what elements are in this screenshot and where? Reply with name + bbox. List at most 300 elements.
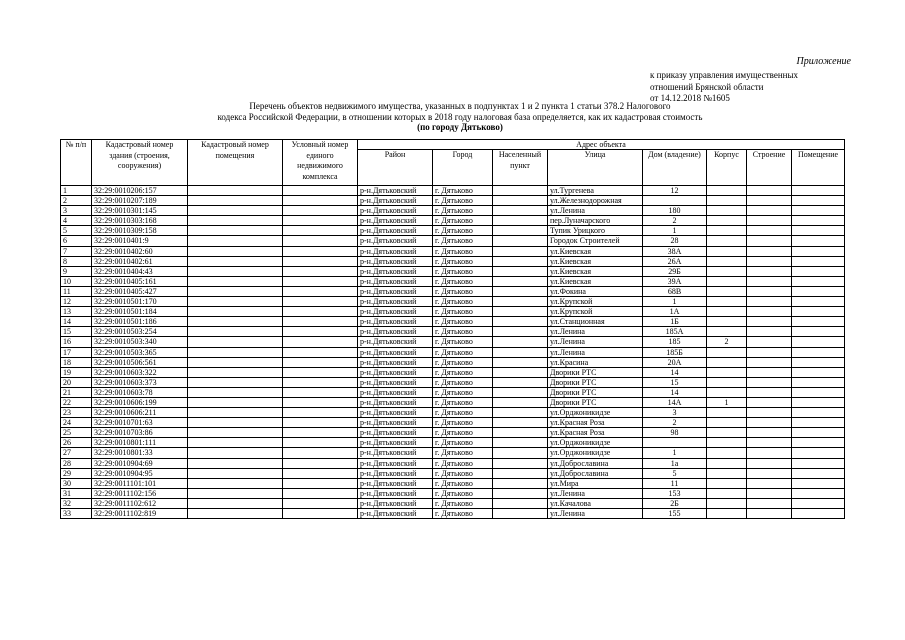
cell-settlement (493, 498, 548, 508)
cell-street: ул.Ленина (548, 337, 643, 347)
cell-district: р-н.Дятьковский (358, 246, 433, 256)
cell-premises (792, 307, 845, 317)
cell-settlement (493, 337, 548, 347)
cell-conditional-number (283, 226, 358, 236)
cell-num: 29 (61, 468, 92, 478)
cell-conditional-number (283, 387, 358, 397)
cell-num: 30 (61, 478, 92, 488)
cell-district: р-н.Дятьковский (358, 357, 433, 367)
cell-city: г. Дятьково (433, 246, 493, 256)
cell-settlement (493, 276, 548, 286)
cell-conditional-number (283, 266, 358, 276)
cell-street: ул.Киевская (548, 256, 643, 266)
cell-corpus (707, 196, 747, 206)
cell-house: 155 (643, 509, 707, 519)
cell-structure (747, 448, 792, 458)
cell-street: ул.Качалова (548, 498, 643, 508)
cell-structure (747, 297, 792, 307)
cell-building-cadastral: 32:29:0010405:161 (92, 276, 188, 286)
header-conditional-number: Условный номер единого недвижимого комплекса (283, 140, 358, 186)
cell-structure (747, 337, 792, 347)
cell-room-cadastral (188, 418, 283, 428)
cell-room-cadastral (188, 337, 283, 347)
cell-house: 153 (643, 488, 707, 498)
cell-settlement (493, 266, 548, 276)
cell-conditional-number (283, 448, 358, 458)
cell-room-cadastral (188, 196, 283, 206)
cell-room-cadastral (188, 206, 283, 216)
cell-corpus (707, 418, 747, 428)
cell-premises (792, 226, 845, 236)
cell-num: 12 (61, 297, 92, 307)
table-row (61, 397, 845, 407)
cell-building-cadastral: 32:29:0010206:157 (92, 186, 188, 196)
cell-settlement (493, 387, 548, 397)
cell-num: 11 (61, 286, 92, 296)
cell-conditional-number (283, 276, 358, 286)
cell-corpus: 2 (707, 337, 747, 347)
cell-city: г. Дятьково (433, 186, 493, 196)
cell-room-cadastral (188, 488, 283, 498)
cell-house: 185А (643, 327, 707, 337)
cell-premises (792, 286, 845, 296)
cell-num: 16 (61, 337, 92, 347)
cell-city: г. Дятьково (433, 317, 493, 327)
cell-settlement (493, 509, 548, 519)
cell-street: ул.Красина (548, 357, 643, 367)
cell-corpus (707, 408, 747, 418)
cell-city: г. Дятьково (433, 478, 493, 488)
cell-corpus (707, 206, 747, 216)
cell-street: ул.Киевская (548, 266, 643, 276)
cell-street: ул.Ленина (548, 206, 643, 216)
cell-premises (792, 377, 845, 387)
cell-building-cadastral: 32:29:0010603:322 (92, 367, 188, 377)
cell-corpus (707, 387, 747, 397)
cell-room-cadastral (188, 397, 283, 407)
cell-city: г. Дятьково (433, 498, 493, 508)
cell-num: 5 (61, 226, 92, 236)
cell-building-cadastral: 32:29:0010405:427 (92, 286, 188, 296)
cell-district: р-н.Дятьковский (358, 317, 433, 327)
order-line: от 14.12.2018 №1605 (650, 93, 730, 103)
cell-corpus (707, 428, 747, 438)
table-row (61, 286, 845, 296)
cell-district: р-н.Дятьковский (358, 186, 433, 196)
table-row (61, 468, 845, 478)
cell-premises (792, 458, 845, 468)
cell-street: ул.Тургенева (548, 186, 643, 196)
cell-house: 68В (643, 286, 707, 296)
table-row (61, 266, 845, 276)
cell-corpus (707, 286, 747, 296)
header-district: Район (358, 150, 433, 186)
heading-line-2: кодекса Российской Федерации, в отношении которых в 2018 году налоговая база определяется, как их кадастровая стоимость (217, 111, 703, 122)
cell-street: ул.Орджоникидзе (548, 438, 643, 448)
table-row (61, 367, 845, 377)
cell-room-cadastral (188, 297, 283, 307)
cell-district: р-н.Дятьковский (358, 387, 433, 397)
cell-city: г. Дятьково (433, 196, 493, 206)
cell-structure (747, 367, 792, 377)
cell-premises (792, 488, 845, 498)
cell-conditional-number (283, 256, 358, 266)
cell-street: ул.Киевская (548, 276, 643, 286)
cell-structure (747, 509, 792, 519)
header-structure: Строение (747, 150, 792, 186)
cell-settlement (493, 438, 548, 448)
table-row (61, 448, 845, 458)
cell-city: г. Дятьково (433, 397, 493, 407)
cell-room-cadastral (188, 357, 283, 367)
cell-street: ул.Ленина (548, 509, 643, 519)
cell-conditional-number (283, 347, 358, 357)
cell-structure (747, 408, 792, 418)
cell-city: г. Дятьково (433, 377, 493, 387)
cell-num: 25 (61, 428, 92, 438)
cell-num: 18 (61, 357, 92, 367)
cell-premises (792, 448, 845, 458)
cell-city: г. Дятьково (433, 206, 493, 216)
cell-house (643, 196, 707, 206)
cell-district: р-н.Дятьковский (358, 458, 433, 468)
cell-premises (792, 478, 845, 488)
cell-settlement (493, 286, 548, 296)
cell-corpus (707, 357, 747, 367)
cell-conditional-number (283, 297, 358, 307)
cell-corpus (707, 276, 747, 286)
cell-city: г. Дятьково (433, 226, 493, 236)
cell-building-cadastral: 32:29:0010701:63 (92, 418, 188, 428)
cell-conditional-number (283, 498, 358, 508)
cell-premises (792, 367, 845, 377)
cell-city: г. Дятьково (433, 256, 493, 266)
cell-num: 23 (61, 408, 92, 418)
cell-settlement (493, 226, 548, 236)
cell-num: 10 (61, 276, 92, 286)
cell-district: р-н.Дятьковский (358, 226, 433, 236)
cell-premises (792, 337, 845, 347)
cell-district: р-н.Дятьковский (358, 347, 433, 357)
cell-num: 4 (61, 216, 92, 226)
cell-num: 7 (61, 246, 92, 256)
cell-building-cadastral: 32:29:0010501:170 (92, 297, 188, 307)
table-row (61, 498, 845, 508)
cell-num: 3 (61, 206, 92, 216)
cell-premises (792, 418, 845, 428)
cell-room-cadastral (188, 226, 283, 236)
cell-district: р-н.Дятьковский (358, 196, 433, 206)
cell-room-cadastral (188, 266, 283, 276)
cell-conditional-number (283, 236, 358, 246)
cell-building-cadastral: 32:29:0010402:60 (92, 246, 188, 256)
cell-corpus (707, 327, 747, 337)
cell-structure (747, 246, 792, 256)
cell-room-cadastral (188, 468, 283, 478)
cell-house: 28 (643, 236, 707, 246)
cell-num: 20 (61, 377, 92, 387)
cell-conditional-number (283, 488, 358, 498)
cell-building-cadastral: 32:29:0010303:168 (92, 216, 188, 226)
table-row (61, 206, 845, 216)
cell-house: 2 (643, 216, 707, 226)
cell-num: 27 (61, 448, 92, 458)
table-body (61, 186, 845, 519)
cell-district: р-н.Дятьковский (358, 418, 433, 428)
cell-building-cadastral: 32:29:0010606:211 (92, 408, 188, 418)
cell-premises (792, 186, 845, 196)
cell-street: ул.Красная Роза (548, 418, 643, 428)
cell-corpus (707, 256, 747, 266)
cell-conditional-number (283, 327, 358, 337)
header-premises: Помещение (792, 150, 845, 186)
cell-street: Дворики РТС (548, 377, 643, 387)
cell-premises (792, 196, 845, 206)
cell-structure (747, 276, 792, 286)
cell-corpus (707, 307, 747, 317)
cell-num: 28 (61, 458, 92, 468)
cell-premises (792, 408, 845, 418)
cell-house: 3 (643, 408, 707, 418)
cell-house: 29Б (643, 266, 707, 276)
cell-corpus (707, 377, 747, 387)
cell-street: ул.Доброславина (548, 468, 643, 478)
cell-premises (792, 297, 845, 307)
cell-conditional-number (283, 509, 358, 519)
cell-room-cadastral (188, 286, 283, 296)
cell-street: ул.Железнодорожная (548, 196, 643, 206)
cell-room-cadastral (188, 317, 283, 327)
cell-num: 6 (61, 236, 92, 246)
cell-room-cadastral (188, 367, 283, 377)
cell-conditional-number (283, 428, 358, 438)
table-row (61, 357, 845, 367)
header-corpus: Корпус (707, 150, 747, 186)
cell-conditional-number (283, 408, 358, 418)
cell-premises (792, 327, 845, 337)
cell-house: 2Б (643, 498, 707, 508)
cell-room-cadastral (188, 438, 283, 448)
cell-street: пер.Луначарского (548, 216, 643, 226)
table-row (61, 488, 845, 498)
cell-settlement (493, 478, 548, 488)
cell-house: 14 (643, 367, 707, 377)
cell-building-cadastral: 32:29:0010904:69 (92, 458, 188, 468)
cell-corpus: 1 (707, 397, 747, 407)
cell-city: г. Дятьково (433, 458, 493, 468)
cell-conditional-number (283, 317, 358, 327)
cell-city: г. Дятьково (433, 509, 493, 519)
cell-district: р-н.Дятьковский (358, 307, 433, 317)
cell-premises (792, 468, 845, 478)
cell-building-cadastral: 32:29:0010301:145 (92, 206, 188, 216)
cell-premises (792, 256, 845, 266)
cell-premises (792, 236, 845, 246)
cell-district: р-н.Дятьковский (358, 297, 433, 307)
table-row (61, 458, 845, 468)
cell-building-cadastral: 32:29:0010503:254 (92, 327, 188, 337)
cell-room-cadastral (188, 509, 283, 519)
cell-structure (747, 256, 792, 266)
cell-structure (747, 428, 792, 438)
cell-district: р-н.Дятьковский (358, 428, 433, 438)
cell-building-cadastral: 32:29:0010801:111 (92, 438, 188, 448)
table-row (61, 377, 845, 387)
cell-street: ул.Станционная (548, 317, 643, 327)
cell-building-cadastral: 32:29:0010506:561 (92, 357, 188, 367)
cell-structure (747, 226, 792, 236)
cell-corpus (707, 226, 747, 236)
cell-structure (747, 387, 792, 397)
table-row (61, 236, 845, 246)
cell-settlement (493, 468, 548, 478)
cell-building-cadastral: 32:29:0010606:199 (92, 397, 188, 407)
cell-premises (792, 397, 845, 407)
cell-street: ул.Красная Роза (548, 428, 643, 438)
table-row (61, 337, 845, 347)
cell-corpus (707, 458, 747, 468)
cell-settlement (493, 307, 548, 317)
cell-house: 1а (643, 458, 707, 468)
cell-settlement (493, 397, 548, 407)
cell-room-cadastral (188, 307, 283, 317)
cell-building-cadastral: 32:29:0010603:373 (92, 377, 188, 387)
cell-num: 8 (61, 256, 92, 266)
cell-city: г. Дятьково (433, 216, 493, 226)
cell-district: р-н.Дятьковский (358, 488, 433, 498)
cell-num: 2 (61, 196, 92, 206)
cell-structure (747, 236, 792, 246)
cell-premises (792, 509, 845, 519)
cell-house: 14 (643, 387, 707, 397)
cell-corpus (707, 236, 747, 246)
cell-city: г. Дятьково (433, 387, 493, 397)
cell-corpus (707, 246, 747, 256)
header-settlement: Населенный пункт (493, 150, 548, 186)
cell-city: г. Дятьково (433, 266, 493, 276)
cell-settlement (493, 357, 548, 367)
cell-settlement (493, 297, 548, 307)
cell-corpus (707, 448, 747, 458)
table-row (61, 428, 845, 438)
cell-street: Дворики РТС (548, 397, 643, 407)
cell-num: 9 (61, 266, 92, 276)
cell-house: 38А (643, 246, 707, 256)
cell-house: 2 (643, 418, 707, 428)
cell-num: 21 (61, 387, 92, 397)
table-row (61, 478, 845, 488)
table-row (61, 186, 845, 196)
cell-district: р-н.Дятьковский (358, 438, 433, 448)
cell-structure (747, 498, 792, 508)
cell-street: Дворики РТС (548, 367, 643, 377)
header-room-cadastral: Кадастровый номер помещения (188, 140, 283, 186)
cell-district: р-н.Дятьковский (358, 448, 433, 458)
cell-room-cadastral (188, 186, 283, 196)
cell-district: р-н.Дятьковский (358, 216, 433, 226)
cell-building-cadastral: 32:29:0010402:61 (92, 256, 188, 266)
cell-conditional-number (283, 196, 358, 206)
cell-building-cadastral: 32:29:0010501:184 (92, 307, 188, 317)
cell-conditional-number (283, 468, 358, 478)
cell-conditional-number (283, 357, 358, 367)
cell-house: 14А (643, 397, 707, 407)
cell-premises (792, 276, 845, 286)
table-row (61, 347, 845, 357)
cell-street: ул.Фокина (548, 286, 643, 296)
cell-district: р-н.Дятьковский (358, 367, 433, 377)
cell-house: 26А (643, 256, 707, 266)
cell-settlement (493, 317, 548, 327)
cell-building-cadastral: 32:29:0011102:819 (92, 509, 188, 519)
cell-building-cadastral: 32:29:0010703:86 (92, 428, 188, 438)
cell-settlement (493, 196, 548, 206)
cell-conditional-number (283, 307, 358, 317)
cell-num: 24 (61, 418, 92, 428)
cell-premises (792, 387, 845, 397)
table-row (61, 509, 845, 519)
cell-room-cadastral (188, 347, 283, 357)
cell-premises (792, 266, 845, 276)
cell-district: р-н.Дятьковский (358, 408, 433, 418)
cell-house: 185 (643, 337, 707, 347)
cell-house: 20А (643, 357, 707, 367)
cell-premises (792, 498, 845, 508)
cell-conditional-number (283, 206, 358, 216)
cell-settlement (493, 347, 548, 357)
cell-structure (747, 397, 792, 407)
cell-city: г. Дятьково (433, 428, 493, 438)
table-row (61, 418, 845, 428)
cell-conditional-number (283, 418, 358, 428)
table-row (61, 408, 845, 418)
cell-city: г. Дятьково (433, 357, 493, 367)
cell-premises (792, 317, 845, 327)
appendix-title: Приложение (796, 56, 851, 67)
cell-conditional-number (283, 186, 358, 196)
cell-corpus (707, 266, 747, 276)
order-line: отношений Брянской области (650, 81, 764, 92)
header-address: Адрес объекта (358, 140, 845, 150)
cell-conditional-number (283, 458, 358, 468)
cell-city: г. Дятьково (433, 468, 493, 478)
table-row (61, 276, 845, 286)
cell-house: 1А (643, 307, 707, 317)
cell-structure (747, 286, 792, 296)
cell-street: ул.Орджоникидзе (548, 448, 643, 458)
cell-structure (747, 478, 792, 488)
cell-city: г. Дятьково (433, 276, 493, 286)
cell-settlement (493, 186, 548, 196)
cell-district: р-н.Дятьковский (358, 397, 433, 407)
cell-district: р-н.Дятьковский (358, 266, 433, 276)
cell-building-cadastral: 32:29:0010603:78 (92, 387, 188, 397)
cell-street: ул.Крупской (548, 297, 643, 307)
cell-house: 11 (643, 478, 707, 488)
cell-num: 14 (61, 317, 92, 327)
cell-settlement (493, 367, 548, 377)
cell-district: р-н.Дятьковский (358, 337, 433, 347)
cell-house: 39А (643, 276, 707, 286)
cell-num: 13 (61, 307, 92, 317)
cell-room-cadastral (188, 377, 283, 387)
cell-building-cadastral: 32:29:0010801:33 (92, 448, 188, 458)
cell-settlement (493, 377, 548, 387)
cell-building-cadastral: 32:29:0011101:101 (92, 478, 188, 488)
cell-corpus (707, 317, 747, 327)
cell-settlement (493, 448, 548, 458)
cell-city: г. Дятьково (433, 408, 493, 418)
